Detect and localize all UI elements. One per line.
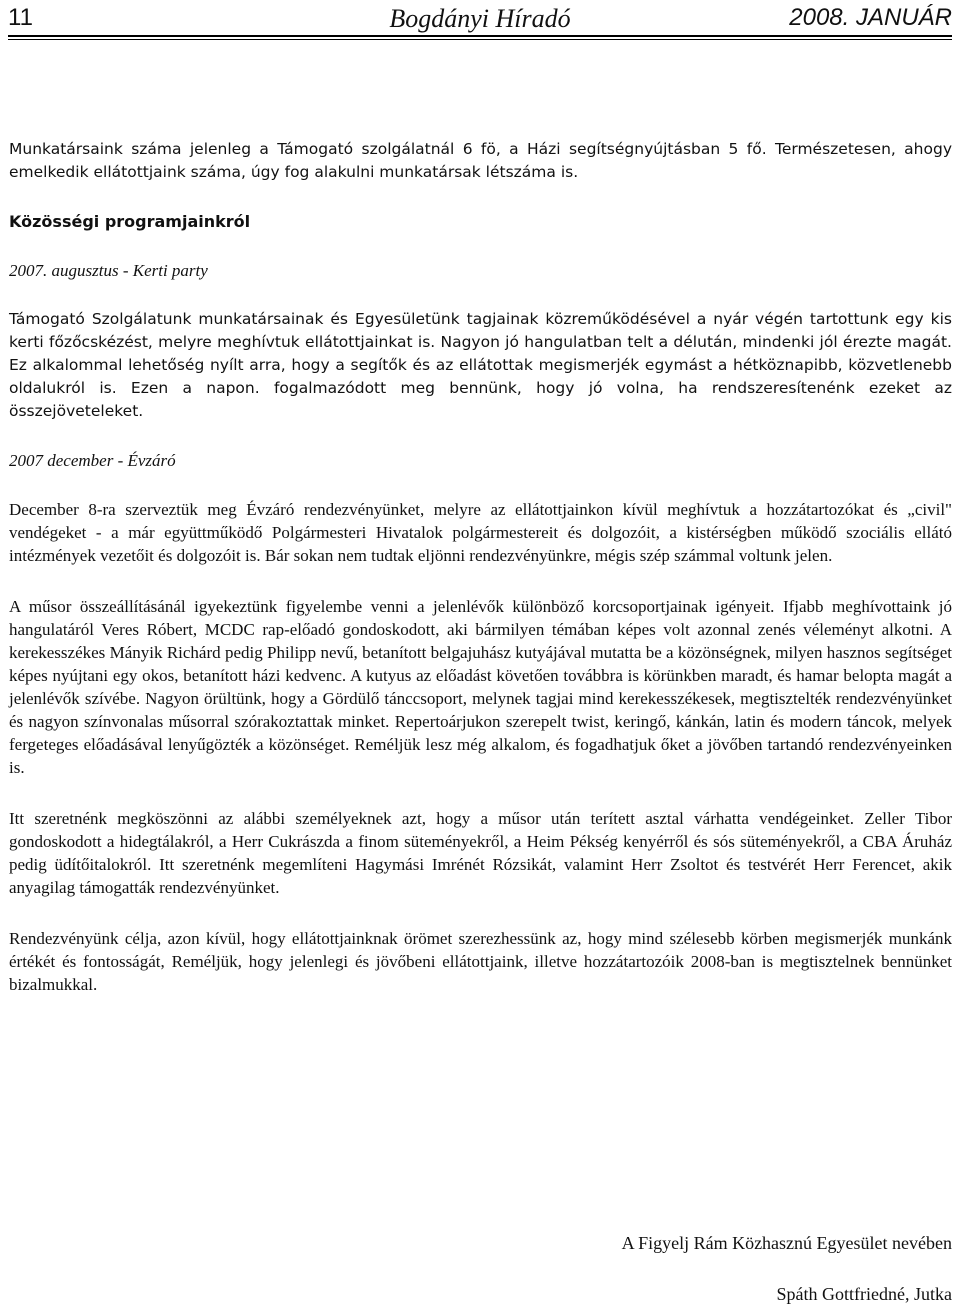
article-body xyxy=(9,138,952,996)
event2-paragraph-1: December 8-ra szerveztük meg Évzáró rendezvényünket, melyre az ellátottjainkon kívül meghívtuk a hozzátartozókat és „civil" vendégeket - a már együttműködő Polgármesteri Hivatalok polgármestereit és dolgozóit, a kistérségben működő szociális ellátó intézmények vezetőit és dolgozóit is. Bár sokan nem tudtak eljönni rendezvényünkre, mégis szép számmal voltunk jelen. xyxy=(9,500,952,565)
section-heading: Közösségi programjainkról xyxy=(9,212,251,231)
issue-date: 2008. JANUÁR xyxy=(789,4,952,31)
event2-paragraph-2: A műsor összeállításánál igyekeztünk figyelembe venni a jelenlévők különböző korcsoportjainak igényeit. Ifjabb meghívottaink jó hangulatáról Veres Róbert, MCDC rap-előadó gondoskodott, aki bármilyen témában képes volt azonnal zenés véleményt alkotni. A kerekesszékes Mányik Richárd pedig Philipp nevű, betanított belgajuhász kutyájával mutatta be a közönségnek, milyen hasznos segítséget képes nyújtani egy okos, betanított házi kedvenc. A kutyus az előadást követően továbbra is körünkben maradt, és hamar belopta magát a jelenlévők szívébe. Nagyon örültünk, hogy a Gördülő tánccsoport, melynek tagjai mind kerekesszékesek, megtisztelték rendezvényünket és nagyon színvonalas műsorral szórakoztattak minket. Repertoárjukon szerepelt twist, keringő, kánkán, latin és modern táncok, melyek fergeteges előadásával lenyűgözték a közönséget. Reméljük lesz még alkalom, és fogadhatjuk őket a jövőben tartandó rendezvényeinken is. xyxy=(9,597,952,777)
event2-heading: 2007 december - Évzáró xyxy=(9,451,176,470)
publication-title: Bogdányi Híradó xyxy=(389,4,571,33)
page-number: 11 xyxy=(8,4,33,31)
header-rule-thin xyxy=(8,39,952,40)
event1-paragraph: Támogató Szolgálatunk munkatársainak és Egyesületünk tagjainak közreműködésével a nyár végén tartottunk egy kis kerti főzőcskézést, melyre meghívtuk ellátottjainkat is. Nagyon jó hangulatban telt a délután, mindenki jól érezte magát. Ez alkalommal lehetőség nyílt arra, hogy a segítők és az ellátottak megismerjék egymást a hétköznapibb, közvetlenebb oldalukról is. Ezen a napon. fogalmazódott meg bennünk, hogy jó volna, ha rendszeresítenénk ezeket az összejöveteleket. xyxy=(9,310,952,420)
header-rule-thick xyxy=(8,35,952,37)
page-header xyxy=(8,0,952,40)
closing-paragraph: Rendezvényünk célja, azon kívül, hogy ellátottjainknak örömet szerezhessünk az, hogy mind szélesebb körben megismerjék munkánk értékét és fontosságát, Reméljük, hogy jelenlegi és jövőbeni ellátottjaink, illetve hozzátartozóik 2008-ban is megtisztelnek bennünket bizalmukkal. xyxy=(9,929,952,994)
signature-name: Spáth Gottfriedné, Jutka xyxy=(776,1284,952,1304)
intro-paragraph: Munkatársaink száma jelenleg a Támogató szolgálatnál 6 fö, a Házi segítségnyújtásban 5 fő. Természetesen, ahogy emelkedik ellátottjaink száma, úgy fog alakulni munkatársak létszáma is. xyxy=(9,140,952,181)
thanks-paragraph: Itt szeretnénk megköszönni az alábbi személyeknek azt, hogy a műsor után terített asztal várhatta vendégeinket. Zeller Tibor gondoskodott a hidegtálakról, a Herr Cukrászda a finom süteményekről, a Heim Pékség kenyérről és sós süteményekről, a CBA Áruház pedig üdítőitalokról. Itt szeretnénk megemlíteni Hagymási Imrénét Rózsikát, valamint Herr Zsoltot és testvérét Herr Ferencet, akik anyagilag támogatták rendezvényünket. xyxy=(9,809,952,897)
signature-organization: A Figyelj Rám Közhasznú Egyesület nevében xyxy=(621,1233,952,1253)
event1-heading: 2007. augusztus - Kerti party xyxy=(9,261,208,280)
